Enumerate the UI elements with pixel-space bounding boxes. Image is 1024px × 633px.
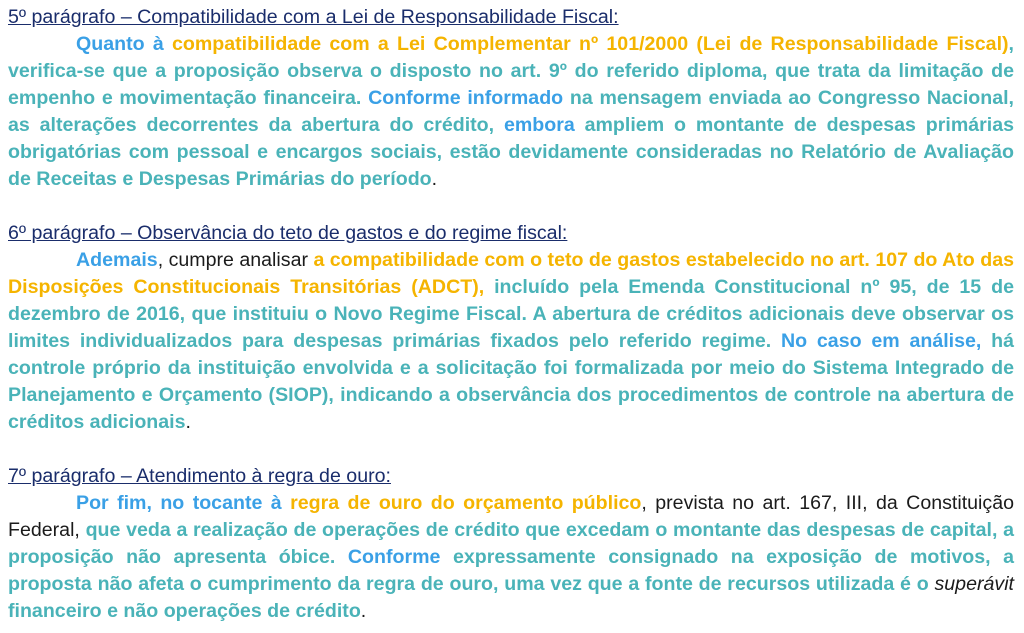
text-run: Ademais: [76, 249, 158, 271]
section-gap: [8, 193, 1014, 220]
section-heading: 5º parágrafo – Compatibilidade com a Lei de Responsabilidade Fiscal:: [8, 6, 619, 28]
text-run: , cumpre analisar: [157, 249, 314, 271]
text-run: Conforme: [347, 546, 441, 568]
text-run: Conforme informado: [368, 87, 564, 109]
section-heading: 6º parágrafo – Observância do teto de gastos e do regime fiscal:: [8, 222, 568, 244]
text-run: .: [185, 411, 191, 433]
section-6: [8, 220, 1014, 436]
text-run: regra de ouro do orçamento público: [290, 492, 642, 514]
section-paragraph: [8, 31, 1014, 193]
section-7: [8, 463, 1014, 625]
text-run: superávit: [934, 573, 1014, 595]
text-run: financeiro e não operações de crédito: [8, 600, 361, 622]
text-run: , verifica-se que a proposição observa o disposto no art. 9º do referido diploma, que trata da limitação de empenho e movimentação financeira.: [8, 33, 1014, 109]
text-run: a compatibilidade com o teto de gastos estabelecido no art. 107 do Ato das Disposições Constitucionais Transitórias (ADCT),: [8, 249, 1014, 298]
section-gap: [8, 436, 1014, 463]
section-heading: 7º parágrafo – Atendimento à regra de ouro:: [8, 465, 391, 487]
text-run: Quanto à: [76, 33, 172, 55]
text-run: incluído pela Emenda Constitucional nº 95, de 15 de dezembro de 2016, que instituiu o Novo Regime Fiscal. A abertura de créditos adicionais deve observar os limites individualizados para despesas primárias fixados pelo referido regime.: [8, 276, 1014, 352]
section-paragraph: [8, 490, 1014, 625]
text-run: ampliem o montante de despesas primárias obrigatórias com pessoal e encargos sociais, estão devidamente consideradas no Relatório de Avaliação de Receitas e Despesas Primárias do período: [8, 114, 1014, 190]
text-run: .: [431, 168, 438, 190]
text-run: há controle próprio da instituição envolvida e a solicitação foi formalizada por meio do Sistema Integrado de Planejamento e Orçamento (SIOP), indicando a observância dos procedimentos de controle na abertura de créditos adicionais: [8, 330, 1014, 433]
section-5: [8, 4, 1014, 193]
text-run: expressamente consignado na exposição de motivos, a proposta não afeta o cumprimento da regra de ouro, uma vez que a fonte de recursos utilizada é o: [8, 546, 1014, 595]
text-run: compatibilidade com a Lei Complementar nº 101/2000 (Lei de Responsabilidade Fiscal): [171, 33, 1009, 55]
text-run: , prevista no art. 167, III, da Constituição Federal,: [8, 492, 1014, 541]
text-run: Por fim, no tocante à: [76, 492, 291, 514]
text-run: No caso em análise,: [781, 330, 982, 352]
text-run: na mensagem enviada ao Congresso Nacional, as alterações decorrentes da abertura do crédito,: [8, 87, 1014, 136]
text-run: .: [360, 600, 367, 622]
text-run: que veda a realização de operações de crédito que excedam o montante das despesas de capital, a proposição não apresenta óbice.: [8, 519, 1015, 568]
section-paragraph: [8, 247, 1014, 436]
text-run: embora: [503, 114, 575, 136]
